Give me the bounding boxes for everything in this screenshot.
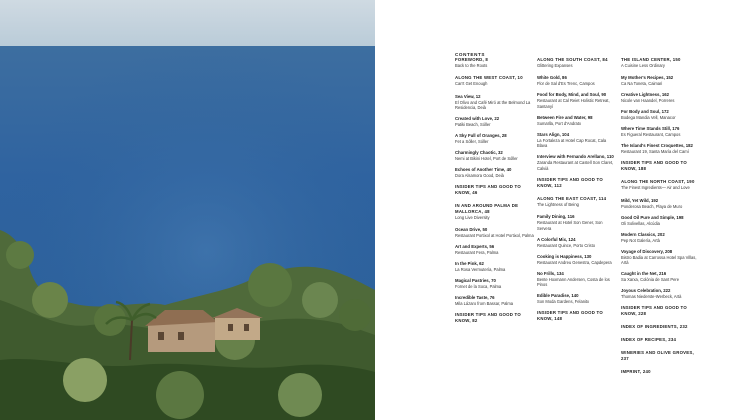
contents-heading: CONTENTS	[455, 52, 486, 57]
toc-entry	[455, 133, 535, 144]
toc-entry-title: IN AND AROUND PALMA DE MALLORCA, 48	[455, 203, 519, 215]
toc-entry-subtitle: Restaurant at Cal Reiet Holistic Retreat, Santanyí	[537, 98, 610, 109]
toc-entry-subtitle: Can't Get Enough	[455, 81, 488, 87]
toc-entry-subtitle: Glittering Expanses	[537, 62, 573, 68]
toc-entry-title: A Sky Full of Oranges, 28	[455, 133, 507, 139]
toc-entry	[621, 215, 701, 226]
toc-entry	[621, 109, 701, 120]
toc-entry-subtitle: Back to the Roots	[455, 62, 488, 68]
toc-entry-title: Good Oil Pure and Simple, 198	[621, 214, 684, 220]
toc-section	[537, 57, 617, 68]
toc-entry-title: My Mother's Recipes, 152	[621, 75, 674, 81]
toc-entry-subtitle: Ca Na Toneta, Caimari	[621, 81, 663, 87]
toc-entry	[621, 126, 701, 137]
toc-column-2	[537, 57, 617, 329]
toc-entry-title: Interview with Fernando Arellano, 110	[537, 154, 614, 160]
toc-section	[455, 312, 535, 324]
toc-entry-title: IMPRINT, 240	[621, 368, 651, 374]
toc-entry-title: Food for Body, Mind, and Soul, 90	[537, 92, 607, 98]
toc-entry-subtitle: A Cuisine Less Ordinary	[621, 62, 665, 68]
toc-section	[621, 305, 701, 317]
toc-section	[621, 337, 701, 343]
toc-entry	[621, 143, 701, 154]
toc-entry-subtitle: Ponderosa Beach, Playa de Muro	[621, 203, 683, 209]
toc-entry-title: INSIDER TIPS AND GOOD TO KNOW, 82	[455, 312, 521, 324]
toc-entry-title: Magical Pastries, 70	[455, 278, 496, 284]
toc-entry-subtitle: Fet a Sóller, Sóller	[455, 139, 489, 145]
toc-entry-title: INDEX OF RECIPES, 234	[621, 336, 677, 342]
toc-entry-subtitle: Restaurant Fera, Palma	[455, 250, 499, 256]
toc-entry	[537, 237, 617, 248]
toc-entry-title: Creative Lightness, 162	[621, 92, 670, 98]
toc-section	[621, 179, 701, 190]
toc-section	[537, 177, 617, 189]
toc-entry	[621, 75, 701, 86]
toc-entry-title: THE ISLAND CENTER, 150	[621, 57, 681, 62]
toc-entry	[455, 244, 535, 255]
toc-entry-title: INSIDER TIPS AND GOOD TO KNOW, 148	[537, 310, 603, 322]
toc-entry-title: Caught in the Net, 216	[621, 271, 667, 277]
toc-entry-title: FOREWORD, 8	[455, 57, 489, 62]
toc-entry-subtitle: Restaurant Quince, Porto Cristo	[537, 242, 596, 248]
toc-section	[455, 184, 535, 196]
toc-entry-subtitle: Es Figueral Restaurant, Campos	[621, 132, 681, 138]
toc-entry-title: Between Fire and Water, 98	[537, 114, 593, 120]
toc-entry-title: Mild, Yet Wild, 192	[621, 197, 659, 203]
toc-entry-subtitle: Patiki Beach, Sóller	[455, 122, 491, 128]
toc-column-1	[455, 57, 535, 331]
toc-entry-title: In the Pink, 62	[455, 261, 484, 267]
toc-entry-subtitle: The Lightness of Being	[537, 201, 579, 207]
toc-entry-title: ALONG THE WEST COAST, 10	[455, 75, 523, 81]
toc-entry-subtitle: Pep Not Galería, Artà	[621, 237, 660, 243]
toc-entry-subtitle: Restaurant Andreu Genestra, Capdepera	[537, 259, 612, 265]
toc-entry-title: A Colorful Mix, 124	[537, 236, 576, 242]
toc-entry	[621, 232, 701, 243]
toc-entry	[621, 271, 701, 282]
toc-entry-title: Where Time Stands Still, 176	[621, 126, 680, 132]
toc-entry-title: Edible Paradise, 140	[537, 293, 579, 299]
toc-entry-title: INSIDER TIPS AND GOOD TO KNOW, 228	[621, 305, 687, 317]
toc-entry	[455, 167, 535, 178]
toc-section	[621, 324, 701, 330]
toc-entry-title: Charmingly Chaotic, 32	[455, 150, 503, 156]
toc-entry-title: ALONG THE NORTH COAST, 190	[621, 179, 695, 185]
toc-entry-title: Ocean Drive, 50	[455, 227, 488, 233]
toc-entry	[537, 293, 617, 304]
toc-entry-subtitle: Son Moda Gardens, Felanitx	[537, 299, 590, 305]
toc-entry-title: INDEX OF INGREDIENTS, 232	[621, 323, 688, 329]
toc-entry-subtitle: Nicole van Haandel, Porreres	[621, 98, 675, 104]
toc-entry	[621, 92, 701, 103]
toc-entry-title: The Island's Finest Croquettes, 182	[621, 143, 693, 149]
toc-entry-subtitle: Flor de Sal d'Es Trenc, Campos	[537, 81, 595, 87]
toc-entry-title: For Body and Soul, 172	[621, 109, 669, 115]
toc-entry	[455, 295, 535, 306]
toc-entry-subtitle: Sumaïlla, Port d'Andratx	[537, 120, 582, 126]
toc-entry-title: No Frills, 134	[537, 270, 564, 276]
toc-entry-title: White Gold, 86	[537, 75, 567, 81]
toc-entry	[621, 198, 701, 209]
toc-entry-title: Art and Experts, 56	[455, 244, 495, 250]
toc-entry	[537, 154, 617, 171]
toc-entry-subtitle: La Fortaleza at Hotel Cap Rocat, Cala Blava	[537, 137, 607, 149]
toc-section	[455, 75, 535, 86]
toc-section	[621, 57, 701, 68]
toc-section	[621, 369, 701, 375]
toc-entry-title: Incredible Taste, 76	[455, 295, 495, 301]
toc-entry	[537, 92, 617, 109]
toc-section	[455, 57, 535, 68]
toc-entry-subtitle: Restaurant Portixol at Hotel Portixol, Palma	[455, 233, 534, 239]
toc-entry-subtitle: Long Live Diversity	[455, 214, 490, 220]
toc-entry-subtitle: Mila Lázaro from Bassar, Palma	[455, 301, 514, 307]
toc-entry-title: INSIDER TIPS AND GOOD TO KNOW, 46	[455, 184, 521, 196]
toc-entry	[537, 75, 617, 86]
toc-entry	[621, 288, 701, 299]
toc-entry-title: ALONG THE SOUTH COAST, 84	[537, 57, 608, 62]
toc-entry-subtitle: Dora Alsamora Good, Deià	[455, 173, 504, 179]
toc-entry-title: Family Dining, 116	[537, 214, 575, 220]
toc-section	[537, 310, 617, 322]
toc-section	[621, 350, 701, 362]
toc-entry-title: INSIDER TIPS AND GOOD TO KNOW, 188	[621, 160, 687, 172]
toc-entry-title: ALONG THE EAST COAST, 114	[537, 195, 607, 201]
toc-entry-title: Cooking is Happiness, 130	[537, 253, 592, 259]
toc-entry	[455, 278, 535, 289]
toc-entry-subtitle: Zaranda Restaurant at Castell Son Claret, Calvià	[537, 160, 614, 171]
toc-entry-subtitle: Nemi at Bikini Hotel, Port de Sóller	[455, 156, 518, 162]
toc-entry-subtitle: El Olivo and Café Miró at the Belmond La Residencia, Deià	[455, 99, 531, 111]
toc-entry-title: Modern Classics, 202	[621, 231, 665, 237]
toc-entry-subtitle: The Finest Ingredients— Air and Love	[621, 185, 690, 191]
toc-entry-subtitle: Bente Hoxmann Andersen, Costa de los Pinos	[537, 276, 610, 288]
toc-section	[537, 196, 617, 207]
contents-page	[375, 0, 750, 420]
toc-entry-subtitle: La Rosa Vermutería, Palma	[455, 267, 506, 273]
toc-entry-subtitle: Sa Xarxa, Colònia de Sant Pere	[621, 277, 680, 283]
toc-entry-subtitle: Fornet de la Soca, Palma	[455, 284, 502, 290]
toc-entry-subtitle: Oli Solivellas, Alcúdia	[621, 220, 660, 226]
toc-section	[455, 203, 535, 220]
toc-entry	[455, 116, 535, 127]
toc-entry	[621, 249, 701, 266]
toc-entry-title: Stars Align, 104	[537, 131, 570, 137]
toc-entry	[455, 150, 535, 161]
toc-column-3	[621, 57, 701, 381]
toc-entry-subtitle: Bistro Badia at Carrossa Hotel Spa Villas, Artà	[621, 254, 697, 266]
toc-section	[621, 160, 701, 172]
toc-entry-title: WINERIES AND OLIVE GROVES, 237	[621, 349, 694, 361]
toc-entry-title: Voyage of Discovery, 208	[621, 248, 673, 254]
toc-entry	[537, 214, 617, 231]
toc-entry-title: Joyous Celebration, 222	[621, 288, 671, 294]
toc-entry-title: Sea View, 12	[455, 93, 481, 99]
toc-entry-title: Created with Love, 22	[455, 116, 500, 122]
toc-entry-subtitle: Thomas Niederste-Werbeck, Artà	[621, 294, 682, 300]
toc-entry-title: Echoes of Another Time, 40	[455, 167, 512, 173]
toc-entry-title: INSIDER TIPS AND GOOD TO KNOW, 112	[537, 176, 603, 188]
toc-entry	[537, 115, 617, 126]
toc-entry	[537, 254, 617, 265]
toc-entry	[537, 271, 617, 288]
toc-entry-subtitle: Restaurant at Hotel Son Gener, Son Servera	[537, 220, 603, 231]
toc-entry	[455, 261, 535, 272]
toc-entry-subtitle: Bodega Mandia Vell, Manacor	[621, 115, 676, 121]
toc-entry	[537, 132, 617, 149]
toc-entry	[455, 227, 535, 238]
toc-entry	[455, 94, 535, 111]
toc-entry-subtitle: Restaurant 19, Santa María del Camí	[621, 149, 689, 155]
